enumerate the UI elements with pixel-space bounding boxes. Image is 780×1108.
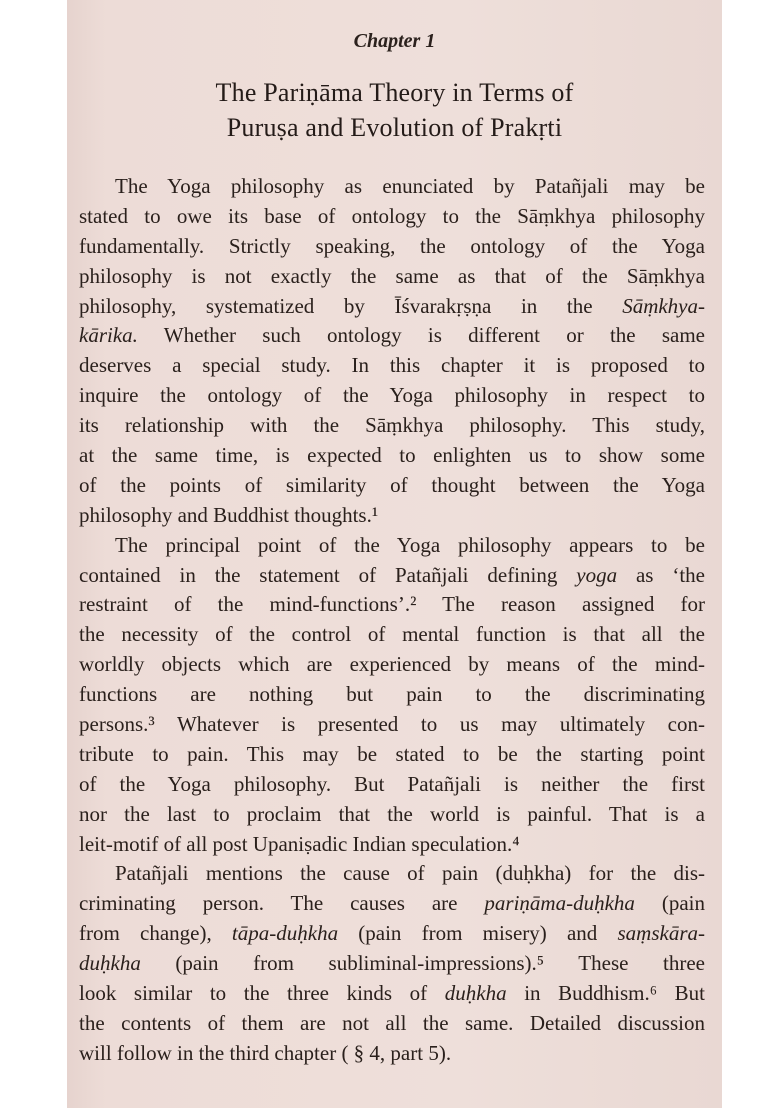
text-segment: Whether such ontology is different or the same bbox=[137, 323, 705, 348]
italic-term: Sāṃkhya- bbox=[622, 293, 705, 318]
text-line bbox=[79, 381, 705, 411]
paragraph bbox=[79, 531, 705, 860]
body-text bbox=[79, 172, 705, 1069]
text-segment: nor the last to proclaim that the world is painful. That is a bbox=[79, 801, 705, 826]
text-segment: (pain bbox=[634, 891, 705, 916]
text-segment: restraint of the mind-functions’.² The reason assigned for bbox=[79, 592, 705, 617]
text-line bbox=[79, 830, 705, 860]
italic-term: duḥkha bbox=[79, 951, 141, 976]
text-line bbox=[79, 531, 705, 561]
text-segment: criminating person. The causes are bbox=[79, 891, 485, 916]
text-segment: tribute to pain. This may be stated to be the starting point bbox=[79, 741, 705, 766]
text-line bbox=[79, 262, 705, 292]
text-line bbox=[79, 321, 705, 351]
italic-term: tāpa-duḥkha bbox=[231, 921, 339, 946]
text-segment: (pain from misery) and bbox=[338, 921, 618, 946]
chapter-title-line-2: Puruṣa and Evolution of Prakṛti bbox=[226, 113, 563, 142]
text-segment: deserves a special study. In this chapter it is proposed to bbox=[79, 353, 705, 378]
text-line bbox=[79, 172, 705, 202]
italic-term: saṃskāra- bbox=[617, 921, 705, 946]
text-line bbox=[79, 411, 705, 441]
text-segment: philosophy is not exactly the same as that of the Sāṃkhya bbox=[79, 263, 705, 288]
text-line bbox=[79, 232, 705, 262]
text-segment: functions are nothing but pain to the discriminating bbox=[79, 682, 705, 707]
text-segment: in Buddhism.⁶ But bbox=[506, 981, 705, 1006]
text-segment: of the Yoga philosophy. But Patañjali is neither the first bbox=[79, 771, 705, 796]
text-segment: the necessity of the control of mental function is that all the bbox=[79, 622, 705, 647]
text-segment: The principal point of the Yoga philosophy appears to be bbox=[115, 532, 705, 557]
text-segment: will follow in the third chapter ( § 4, part 5). bbox=[79, 1040, 452, 1065]
text-segment: look similar to the three kinds of bbox=[79, 981, 445, 1006]
italic-term: pariṇāma-duḥkha bbox=[484, 891, 635, 916]
text-segment: persons.³ Whatever is presented to us may ultimately con- bbox=[79, 712, 705, 737]
text-line bbox=[79, 710, 705, 740]
text-line bbox=[79, 740, 705, 770]
italic-term: yoga bbox=[576, 562, 618, 587]
text-segment: leit-motif of all post Upaniṣadic Indian speculation.⁴ bbox=[79, 831, 520, 856]
text-segment: Patañjali mentions the cause of pain (duḥkha) for the dis- bbox=[115, 861, 705, 886]
text-line bbox=[79, 561, 705, 591]
text-segment: worldly objects which are experienced by means of the mind- bbox=[79, 652, 705, 677]
text-segment: stated to owe its base of ontology to the Sāṃkhya philosophy bbox=[79, 203, 705, 228]
text-segment: (pain from subliminal-impressions).⁵ These three bbox=[140, 951, 705, 976]
text-segment: philosophy and Buddhist thoughts.¹ bbox=[79, 502, 379, 527]
text-segment: at the same time, is expected to enlighten us to show some bbox=[79, 443, 705, 468]
text-segment: contained in the statement of Patañjali defining bbox=[79, 562, 577, 587]
text-segment: fundamentally. Strictly speaking, the ontology of the Yoga bbox=[79, 233, 705, 258]
text-line bbox=[79, 770, 705, 800]
text-segment: as ‘the bbox=[617, 562, 705, 587]
text-line bbox=[79, 441, 705, 471]
text-line bbox=[79, 1039, 705, 1069]
text-line bbox=[79, 620, 705, 650]
text-line bbox=[79, 889, 705, 919]
text-line bbox=[79, 919, 705, 949]
text-line bbox=[79, 471, 705, 501]
text-line bbox=[79, 650, 705, 680]
text-line bbox=[79, 292, 705, 322]
text-segment: from change), bbox=[79, 921, 232, 946]
chapter-title-line-1: The Pariṇāma Theory in Terms of bbox=[215, 78, 574, 107]
text-line bbox=[79, 979, 705, 1009]
text-line bbox=[79, 1009, 705, 1039]
paragraph bbox=[79, 859, 705, 1068]
book-page bbox=[67, 0, 722, 1108]
text-line bbox=[79, 501, 705, 531]
paragraph bbox=[79, 172, 705, 531]
text-line bbox=[79, 351, 705, 381]
italic-term: duḥkha bbox=[444, 981, 507, 1006]
text-line bbox=[79, 949, 705, 979]
text-line bbox=[79, 680, 705, 710]
text-segment: inquire the ontology of the Yoga philosophy in respect to bbox=[79, 383, 705, 408]
chapter-label: Chapter 1 bbox=[353, 30, 436, 52]
text-segment: its relationship with the Sāṃkhya philosophy. This study, bbox=[79, 413, 705, 438]
text-line bbox=[79, 800, 705, 830]
italic-term: kārika. bbox=[79, 323, 138, 348]
text-line bbox=[79, 590, 705, 620]
text-segment: of the points of similarity of thought between the Yoga bbox=[79, 472, 705, 497]
text-segment: the contents of them are not all the same. Detailed discussion bbox=[79, 1010, 705, 1035]
text-segment: The Yoga philosophy as enunciated by Patañjali may be bbox=[115, 174, 705, 198]
text-line bbox=[79, 859, 705, 889]
text-line bbox=[79, 202, 705, 232]
text-segment: philosophy, systematized by Īśvarakṛṣṇa in the bbox=[79, 293, 623, 318]
